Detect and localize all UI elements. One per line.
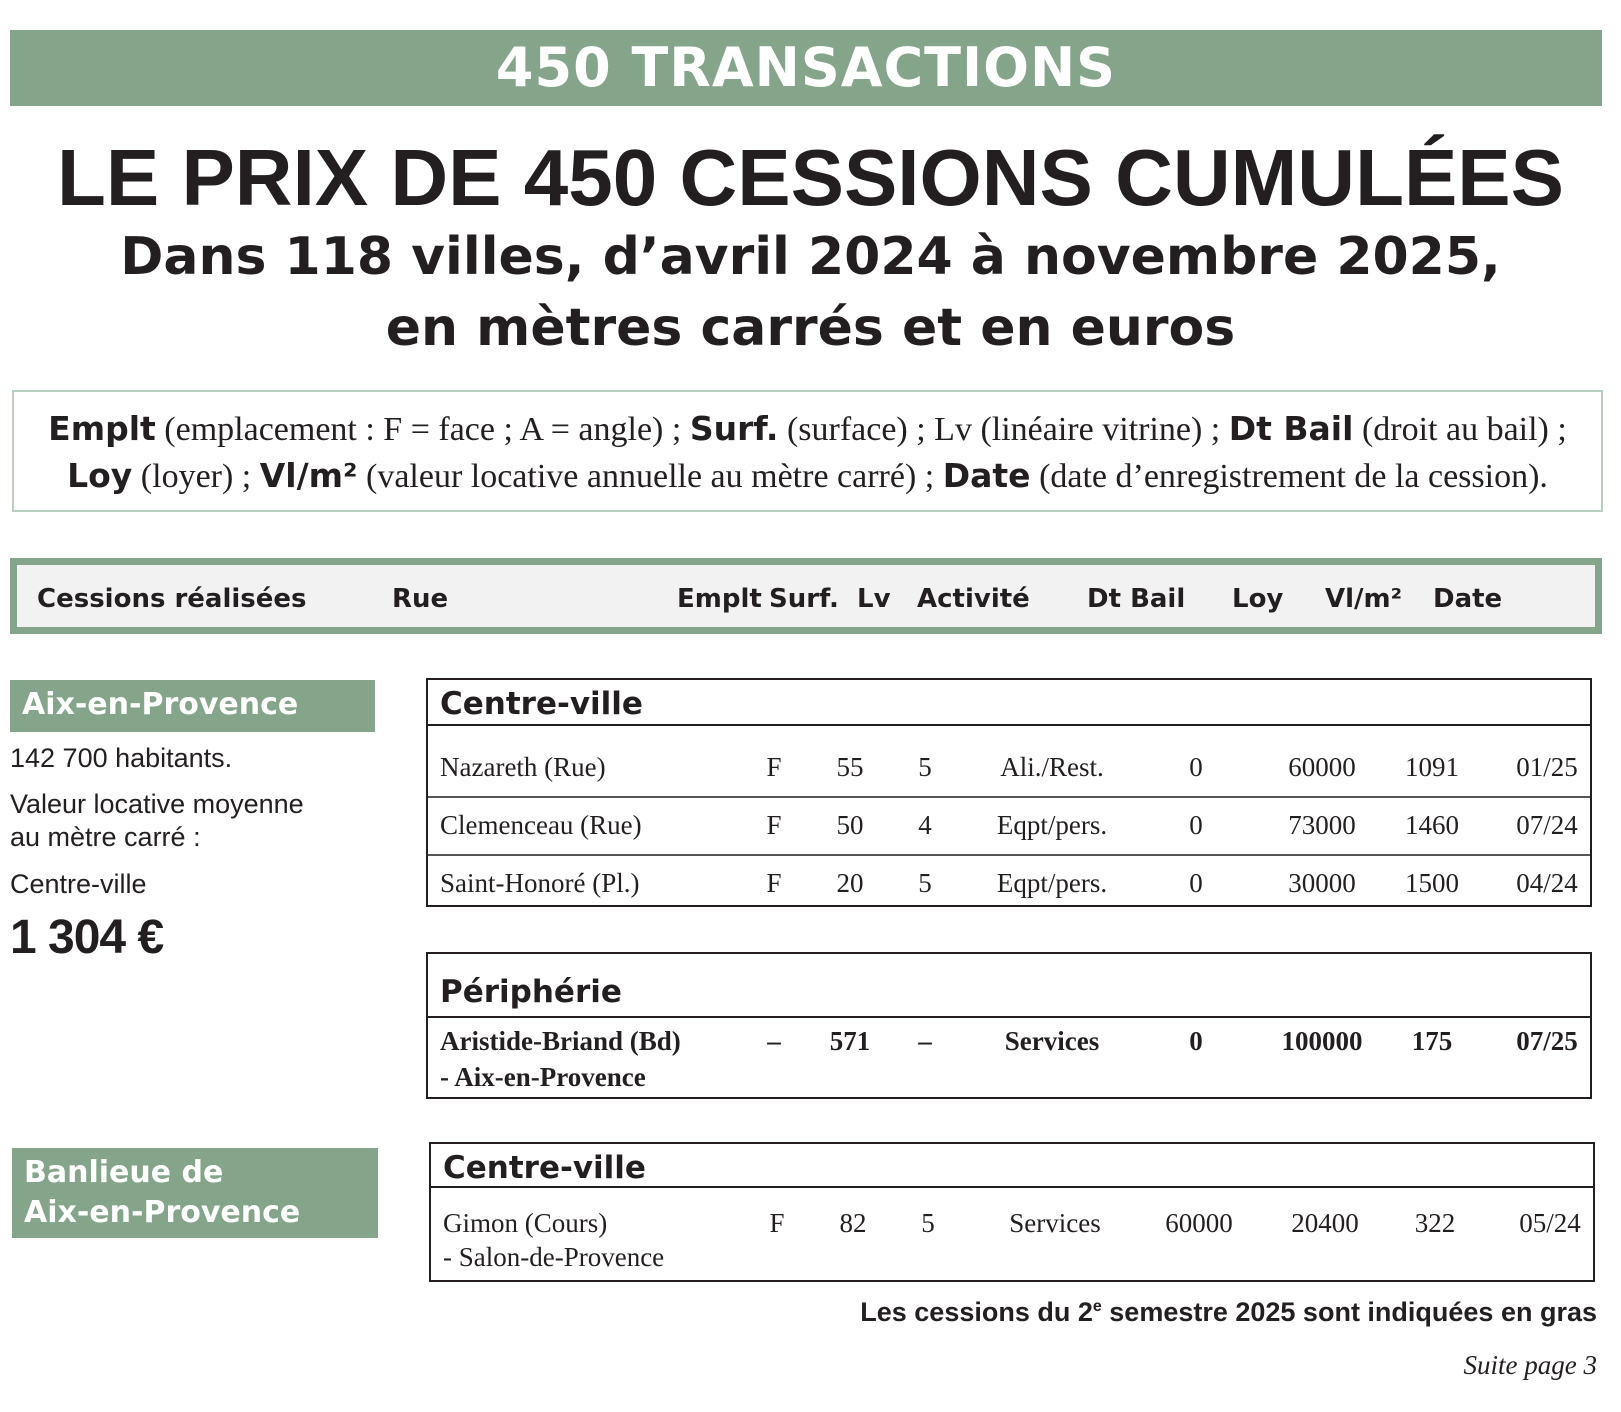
continued-link[interactable]: Suite page 3 [1463,1350,1597,1380]
col-loy: Loy [1232,584,1284,614]
column-header-bar [10,558,1602,634]
table-peripherie [426,952,1592,1099]
cell-surf: 20 [836,868,864,898]
table-heading-divider [428,724,1590,726]
col-activite: Activité [917,584,1030,614]
col-date: Date [1433,584,1503,614]
cell-activite: Eqpt/pers. [996,810,1108,840]
cell-vlm2: 1460 [1405,810,1459,840]
col-emplt: Emplt [677,584,762,614]
table-heading-divider [431,1186,1593,1188]
cell-dtbail: 60000 [1165,1208,1233,1238]
cell-lv: 5 [921,1208,935,1238]
city-name-line2: Aix-en-Provence [24,1195,301,1230]
table-heading: Périphérie [440,974,622,1010]
cell-rue-city: - Aix-en-Provence [440,1062,646,1092]
cell-date: 07/24 [1516,810,1578,840]
footnote-part: Les cessions du 2 [860,1297,1093,1327]
cell-loy: 30000 [1288,868,1356,898]
row-divider [428,854,1590,856]
city-label-aix: Aix-en-Provence [10,680,375,732]
city-average-value: 1 304 € [10,911,164,964]
cell-activite: Services [1004,1026,1100,1056]
cell-rue: Clemenceau (Rue) [440,810,642,840]
cell-lv: 5 [918,752,932,782]
cell-activite: Services [1009,1208,1101,1238]
legend-text: (surface) ; Lv (linéaire vitrine) ; [778,411,1229,448]
cell-vlm2: 175 [1411,1026,1453,1056]
cell-rue: Saint-Honoré (Pl.) [440,868,640,898]
cell-dtbail: 0 [1189,868,1203,898]
cell-rue: Gimon (Cours) [443,1208,608,1238]
legend-key: Surf. [689,409,779,448]
page-title: LE PRIX DE 450 CESSIONS CUMULÉES [56,133,1565,222]
city-value-label-2: au mètre carré : [10,822,201,852]
legend-key: Loy [67,456,133,495]
legend-key: Dt Bail [1228,409,1354,448]
cell-date: 01/25 [1516,752,1578,782]
cell-rue: Nazareth (Rue) [440,752,606,782]
city-value-label-1: Valeur locative moyenne [10,789,304,819]
table-banlieue-centre-ville [429,1142,1595,1282]
table-heading: Centre-ville [443,1150,646,1186]
table-heading: Centre-ville [440,686,643,722]
abbreviation-legend [12,390,1603,512]
col-rue: Rue [392,584,449,614]
col-cessions: Cessions réalisées [37,584,307,614]
cell-loy: 100000 [1281,1026,1363,1056]
cell-date: 04/24 [1516,868,1578,898]
legend-key: Date [942,456,1031,495]
city-population: 142 700 habitants. [10,743,233,773]
cell-vlm2: 1091 [1405,752,1459,782]
cell-surf: 82 [839,1208,867,1238]
cell-vlm2: 1500 [1405,868,1459,898]
cell-surf: 55 [836,752,864,782]
cell-emplt: F [769,1208,785,1238]
col-lv: Lv [857,584,891,614]
cell-surf: 50 [836,810,864,840]
row-divider [428,796,1590,798]
cell-emplt: F [766,868,782,898]
cell-dtbail: 0 [1189,1026,1203,1056]
legend-text: (valeur locative annuelle au mètre carré) ; [357,458,943,495]
cell-emplt: F [766,752,782,782]
cell-activite: Ali./Rest. [1000,752,1104,782]
cell-dtbail: 0 [1189,810,1203,840]
table-centre-ville [426,678,1592,907]
cell-rue: Aristide-Briand (Bd) [440,1026,681,1056]
cell-lv: 4 [918,810,932,840]
cell-surf: 571 [829,1026,871,1056]
subtitle-line2: en mètres carrés et en euros [385,298,1236,358]
subtitle-line1: Dans 118 villes, d’avril 2024 à novembre 2025, [120,227,1501,287]
col-surf: Surf. [769,584,839,614]
cell-lv: 5 [918,868,932,898]
cell-loy: 60000 [1288,752,1356,782]
city-name-line1: Banlieue de [24,1155,224,1190]
banner: 450 TRANSACTIONS [10,30,1602,106]
city-zone-label: Centre-ville [10,869,147,899]
cell-dtbail: 0 [1189,752,1203,782]
cell-rue-city: - Salon-de-Provence [443,1242,665,1272]
cell-emplt: – [767,1026,781,1056]
footnote-bold-legend [860,1297,1597,1328]
cell-date: 07/25 [1516,1026,1578,1056]
cell-vlm2: 322 [1414,1208,1456,1238]
table-heading-divider [428,1016,1590,1018]
city-label-banlieue [12,1148,378,1238]
cell-date: 05/24 [1519,1208,1581,1238]
legend-text: (emplacement : F = face ; A = angle) ; [155,411,690,448]
legend-key: Vl/m² [259,456,358,495]
cell-loy: 73000 [1288,810,1356,840]
legend-key: Emplt [48,409,156,448]
legend-text: (loyer) ; [132,458,260,495]
col-vlm2: Vl/m² [1325,584,1403,614]
legend-text: (date d’enregistrement de la cession). [1030,458,1548,495]
footnote-part: semestre 2025 sont indiquées en gras [1101,1297,1597,1327]
col-dtbail: Dt Bail [1087,584,1186,614]
cell-emplt: F [766,810,782,840]
cell-loy: 20400 [1291,1208,1359,1238]
cell-lv: – [918,1026,932,1056]
legend-text: (droit au bail) ; [1353,411,1567,448]
footnote-superscript: e [1092,1298,1102,1315]
cell-activite: Eqpt/pers. [996,868,1108,898]
